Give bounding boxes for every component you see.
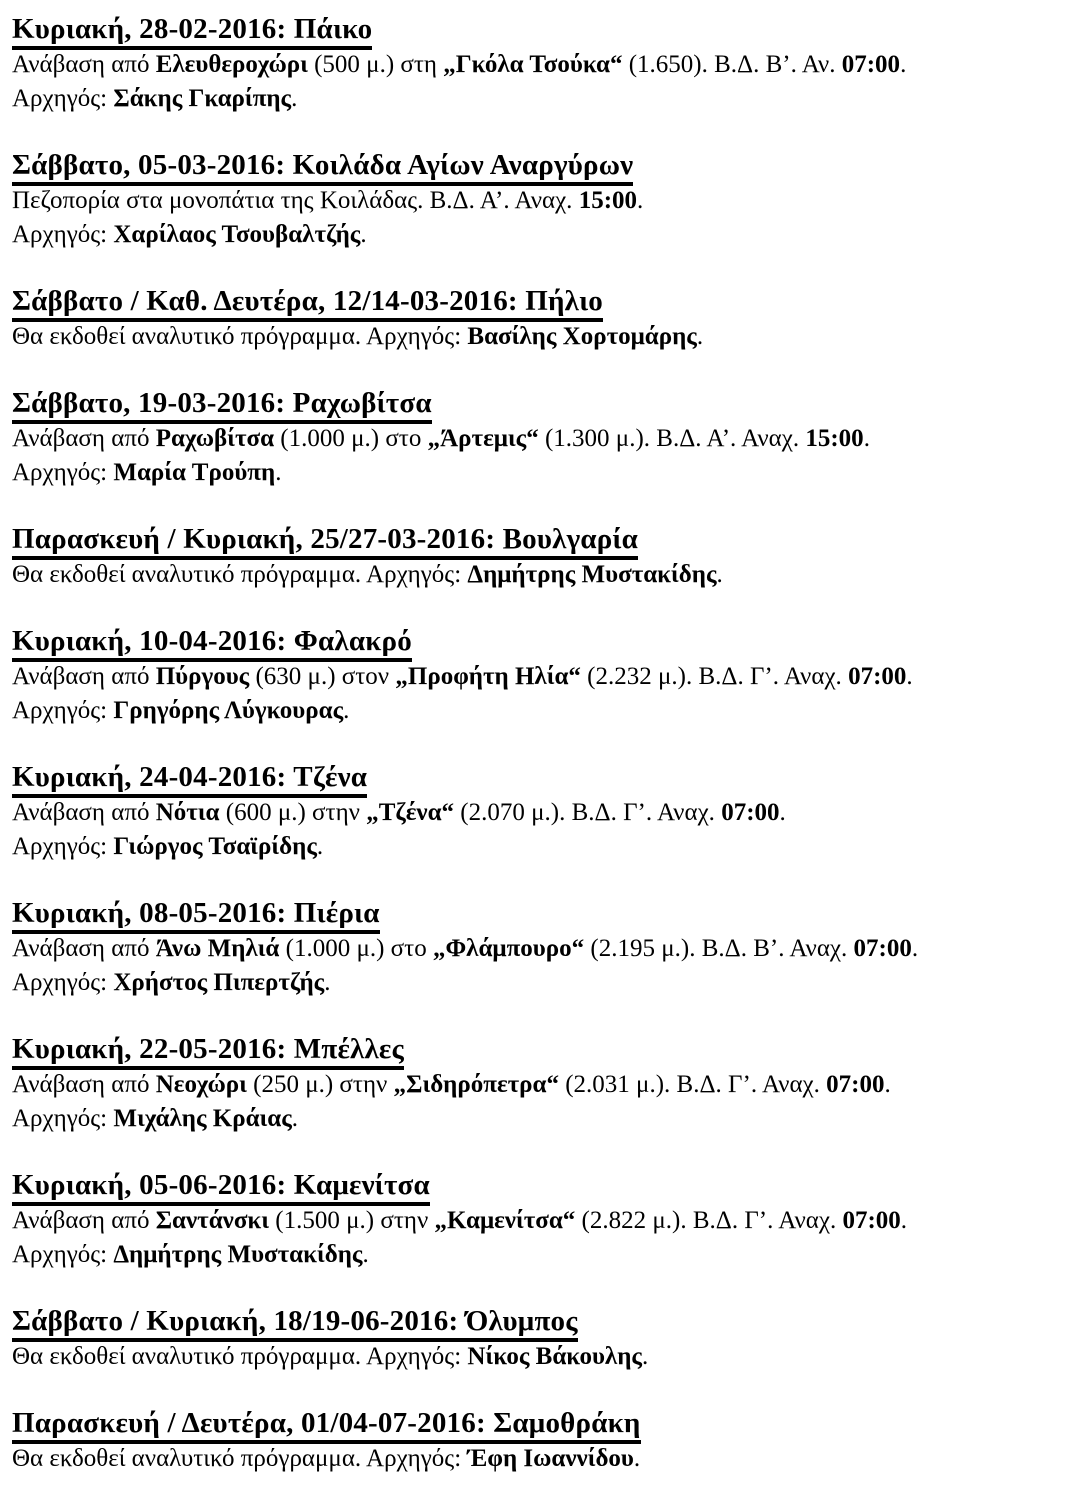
detail-emphasis: Γρηγόρης Λύγκουρας [113, 697, 344, 724]
event-detail-line [12, 966, 1057, 1000]
event-detail-line [12, 48, 1057, 82]
event-heading-text: Παρασκευή / Δευτέρα, 01/04-07-2016: Σαμοθράκη [12, 1407, 641, 1444]
event-section [12, 758, 1057, 864]
detail-text: Αρχηγός: [12, 221, 114, 248]
event-detail-line [12, 218, 1057, 252]
detail-emphasis: 07:00 [848, 663, 907, 690]
event-section [12, 10, 1057, 116]
detail-text: . [641, 1343, 649, 1370]
event-heading-text: Σάββατο, 19-03-2016: Ραχωβίτσα [12, 387, 432, 424]
event-heading [12, 384, 1057, 422]
detail-text: (630 μ.) στον [249, 663, 396, 690]
detail-text: Πεζοπορία στα μονοπάτια της Κοιλάδας. Β.Δ. Α’. Αναχ. [12, 187, 579, 214]
detail-text: (2.195 μ.). Β.Δ. Β’. Αναχ. [584, 935, 854, 962]
event-detail-line [12, 830, 1057, 864]
detail-text: (1.000 μ.) στο [274, 425, 428, 452]
event-heading [12, 520, 1057, 558]
detail-emphasis: 07:00 [842, 1207, 901, 1234]
detail-emphasis: Νότια [155, 799, 220, 826]
event-section [12, 622, 1057, 728]
detail-text: . [696, 323, 704, 350]
detail-emphasis: 07:00 [841, 51, 901, 78]
detail-text: Θα εκδοθεί αναλυτικό πρόγραμμα. Αρχηγός: [12, 561, 468, 588]
event-section [12, 1166, 1057, 1272]
detail-text: Αρχηγός: [12, 85, 114, 112]
detail-text: Ανάβαση από [12, 425, 156, 452]
event-detail-line [12, 660, 1057, 694]
detail-emphasis: Μιχάλης Κράιας [113, 1105, 292, 1132]
detail-emphasis: 15:00 [805, 425, 864, 452]
detail-text: (1.650). Β.Δ. Β’. Αν. [622, 51, 842, 78]
detail-text: . [633, 1445, 641, 1472]
event-heading-text: Σάββατο / Καθ. Δευτέρα, 12/14-03-2016: Πήλιο [12, 285, 603, 322]
detail-emphasis: Γιώργος Τσαϊρίδης [113, 833, 317, 860]
detail-text: (1.300 μ.). Β.Δ. Α’. Αναχ. [538, 425, 806, 452]
detail-emphasis: „Σιδηρόπετρα“ [393, 1071, 559, 1098]
detail-text: (250 μ.) στην [246, 1071, 394, 1098]
event-heading-text: Παρασκευή / Κυριακή, 25/27-03-2016: Βουλγαρία [12, 523, 638, 560]
detail-text: . [362, 1241, 369, 1268]
detail-text: Ανάβαση από [12, 1071, 156, 1098]
detail-text: Ανάβαση από [12, 663, 156, 690]
detail-text: (500 μ.) στη [307, 51, 444, 78]
event-heading-text: Κυριακή, 24-04-2016: Τζένα [12, 761, 367, 798]
event-section [12, 894, 1057, 1000]
event-heading-text: Σάββατο / Κυριακή, 18/19-06-2016: Όλυμπος [12, 1305, 578, 1342]
event-heading [12, 146, 1057, 184]
detail-emphasis: Νίκος Βάκουλης [467, 1343, 642, 1370]
detail-text: Αρχηγός: [12, 1105, 114, 1132]
event-heading [12, 10, 1057, 48]
event-detail-line [12, 694, 1057, 728]
detail-emphasis: Άνω Μηλιά [155, 935, 280, 962]
event-section [12, 384, 1057, 490]
detail-text: . [316, 833, 324, 860]
detail-text: Θα εκδοθεί αναλυτικό πρόγραμμα. Αρχηγός: [12, 1445, 468, 1472]
event-detail-line [12, 1102, 1057, 1136]
detail-text: . [911, 935, 919, 962]
detail-text: . [863, 425, 870, 452]
event-heading [12, 894, 1057, 932]
detail-text: Ανάβαση από [12, 1207, 156, 1234]
event-detail-line [12, 1238, 1057, 1272]
detail-text: . [275, 459, 282, 486]
event-heading [12, 1030, 1057, 1068]
event-detail-line [12, 184, 1057, 218]
detail-text: Αρχηγός: [12, 1241, 114, 1268]
detail-text: Αρχηγός: [12, 969, 114, 996]
detail-emphasis: Χαρίλαος Τσουβαλτζής [113, 221, 361, 248]
event-heading-text: Σάββατο, 05-03-2016: Κοιλάδα Αγίων Αναργύρων [12, 149, 633, 186]
detail-emphasis: Δημήτρης Μυστακίδης [467, 561, 717, 588]
detail-text: . [906, 663, 913, 690]
event-section [12, 1404, 1057, 1476]
event-detail-line [12, 932, 1057, 966]
detail-text: Ανάβαση από [12, 51, 156, 78]
event-heading-text: Κυριακή, 05-06-2016: Καμενίτσα [12, 1169, 430, 1206]
event-heading [12, 282, 1057, 320]
detail-emphasis: Σάκης Γκαρίπης [113, 85, 292, 112]
detail-text: (1.000 μ.) στο [279, 935, 433, 962]
detail-emphasis: „Τζένα“ [366, 799, 455, 826]
event-detail-line [12, 422, 1057, 456]
detail-emphasis: „Γκόλα Τσούκα“ [443, 51, 623, 78]
detail-text: . [360, 221, 367, 248]
detail-emphasis: Σαντάνσκι [155, 1207, 270, 1234]
detail-emphasis: Ραχωβίτσα [155, 425, 275, 452]
detail-text: (2.822 μ.). Β.Δ. Γ’. Αναχ. [575, 1207, 843, 1234]
detail-text: . [291, 85, 298, 112]
detail-emphasis: 07:00 [853, 935, 912, 962]
detail-text: . [779, 799, 786, 826]
detail-emphasis: Έφη Ιωαννίδου [467, 1445, 634, 1472]
event-detail-line [12, 456, 1057, 490]
event-heading-text: Κυριακή, 08-05-2016: Πιέρια [12, 897, 380, 934]
detail-text: . [900, 1207, 908, 1234]
detail-emphasis: 15:00 [578, 187, 638, 214]
detail-text: (2.232 μ.). Β.Δ. Γ’. Αναχ. [580, 663, 849, 690]
detail-emphasis: 07:00 [721, 799, 780, 826]
detail-text: . [291, 1105, 299, 1132]
event-heading [12, 1404, 1057, 1442]
event-detail-line [12, 558, 1057, 592]
detail-text: (1.500 μ.) στην [269, 1207, 435, 1234]
event-heading-text: Κυριακή, 10-04-2016: Φαλακρό [12, 625, 412, 662]
detail-text: Αρχηγός: [12, 697, 114, 724]
detail-text: . [343, 697, 350, 724]
detail-text: Ανάβαση από [12, 799, 156, 826]
detail-text: Αρχηγός: [12, 459, 114, 486]
detail-emphasis: „Φλάμπουρο“ [432, 935, 585, 962]
detail-text: (2.070 μ.). Β.Δ. Γ’. Αναχ. [454, 799, 722, 826]
detail-text: . [716, 561, 723, 588]
detail-text: Θα εκδοθεί αναλυτικό πρόγραμμα. Αρχηγός: [12, 323, 468, 350]
event-detail-line [12, 1068, 1057, 1102]
event-detail-line [12, 320, 1057, 354]
detail-emphasis: „Άρτεμις“ [427, 425, 539, 452]
detail-emphasis: Χρήστος Πιπερτζής [113, 969, 325, 996]
detail-text: Ανάβαση από [12, 935, 156, 962]
detail-emphasis: Νεοχώρι [155, 1071, 247, 1098]
detail-text: . [324, 969, 331, 996]
detail-emphasis: Μαρία Τρούπη [113, 459, 276, 486]
detail-emphasis: Πύργους [155, 663, 250, 690]
detail-emphasis: Βασίλης Χορτομάρης [467, 323, 697, 350]
detail-text: (2.031 μ.). Β.Δ. Γ’. Αναχ. [558, 1071, 827, 1098]
detail-emphasis: Δημήτρης Μυστακίδης [113, 1241, 363, 1268]
schedule-sections [12, 10, 1057, 1476]
event-section [12, 1302, 1057, 1374]
event-heading-text: Κυριακή, 22-05-2016: Μπέλλες [12, 1033, 404, 1070]
detail-emphasis: Ελευθεροχώρι [155, 51, 308, 78]
detail-text: Αρχηγός: [12, 833, 114, 860]
event-section [12, 1030, 1057, 1136]
event-detail-line [12, 1204, 1057, 1238]
event-detail-line [12, 1442, 1057, 1476]
event-detail-line [12, 796, 1057, 830]
detail-text: (600 μ.) στην [219, 799, 367, 826]
detail-emphasis: 07:00 [826, 1071, 885, 1098]
event-detail-line [12, 82, 1057, 116]
detail-text: . [637, 187, 644, 214]
event-heading [12, 1302, 1057, 1340]
event-section [12, 146, 1057, 252]
detail-text: . [900, 51, 907, 78]
event-heading [12, 622, 1057, 660]
event-section [12, 520, 1057, 592]
detail-text: Θα εκδοθεί αναλυτικό πρόγραμμα. Αρχηγός: [12, 1343, 468, 1370]
detail-emphasis: „Προφήτη Ηλία“ [395, 663, 581, 690]
event-section [12, 282, 1057, 354]
event-heading [12, 758, 1057, 796]
event-detail-line [12, 1340, 1057, 1374]
detail-text: . [884, 1071, 891, 1098]
event-heading [12, 1166, 1057, 1204]
event-heading-text: Κυριακή, 28-02-2016: Πάικο [12, 13, 372, 50]
detail-emphasis: „Καμενίτσα“ [434, 1207, 576, 1234]
